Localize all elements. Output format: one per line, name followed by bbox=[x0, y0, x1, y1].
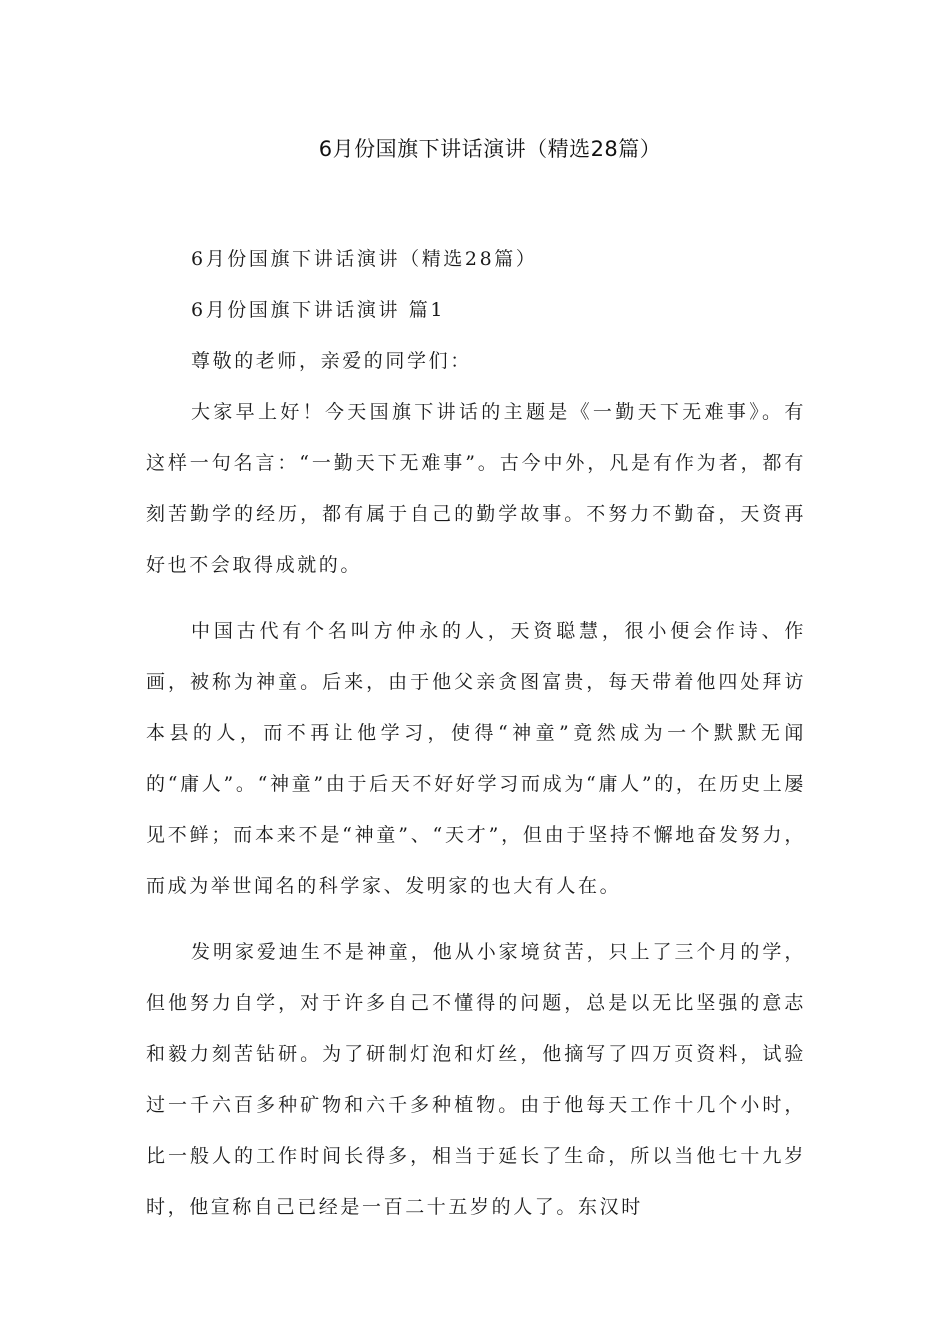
paragraph-fang-zhongyong: 中国古代有个名叫方仲永的人，天资聪慧，很小便会作诗、作画，被称为神童。后来，由于他父亲贪图富贵，每天带着他四处拜访本县的人，而不再让他学习，使得“神童”竟然成为一个默默无闻的“庸人”。“神童”由于后天不好好学习而成为“庸人”的，在历史上屡见不鲜；而本来不是“神童”、“天才”，但由于坚持不懈地奋发努力，而成为举世闻名的科学家、发明家的也大有人在。 bbox=[146, 620, 806, 897]
paragraph-section-title: 6月份国旗下讲话演讲 篇1 bbox=[191, 299, 446, 321]
paragraph-greeting: 尊敬的老师，亲爱的同学们： bbox=[191, 350, 472, 372]
paragraph-edison: 发明家爱迪生不是神童，他从小家境贫苦，只上了三个月的学，但他努力自学，对于许多自己不懂得的问题，总是以无比坚强的意志和毅力刻苦钻研。为了研制灯泡和灯丝，他摘写了四万页资料，试验过一千六百多种矿物和六千多种植物。由于他每天工作十几个小时，比一般人的工作时间长得多，相当于延长了生命，所以当他七十九岁时，他宣称自己已经是一百二十五岁的人了。东汉时 bbox=[146, 941, 806, 1218]
paragraph-heading: 6月份国旗下讲话演讲（精选28篇） bbox=[191, 248, 538, 270]
document-body bbox=[146, 234, 806, 1233]
paragraph-intro: 大家早上好！今天国旗下讲话的主题是《一勤天下无难事》。有这样一句名言：“一勤天下无难事”。古今中外，凡是有作为者，都有刻苦勤学的经历，都有属于自己的勤学故事。不努力不勤奋，天资再好也不会取得成就的。 bbox=[146, 401, 806, 576]
document-title: 6月份国旗下讲话演讲（精选28篇） bbox=[318, 137, 662, 161]
